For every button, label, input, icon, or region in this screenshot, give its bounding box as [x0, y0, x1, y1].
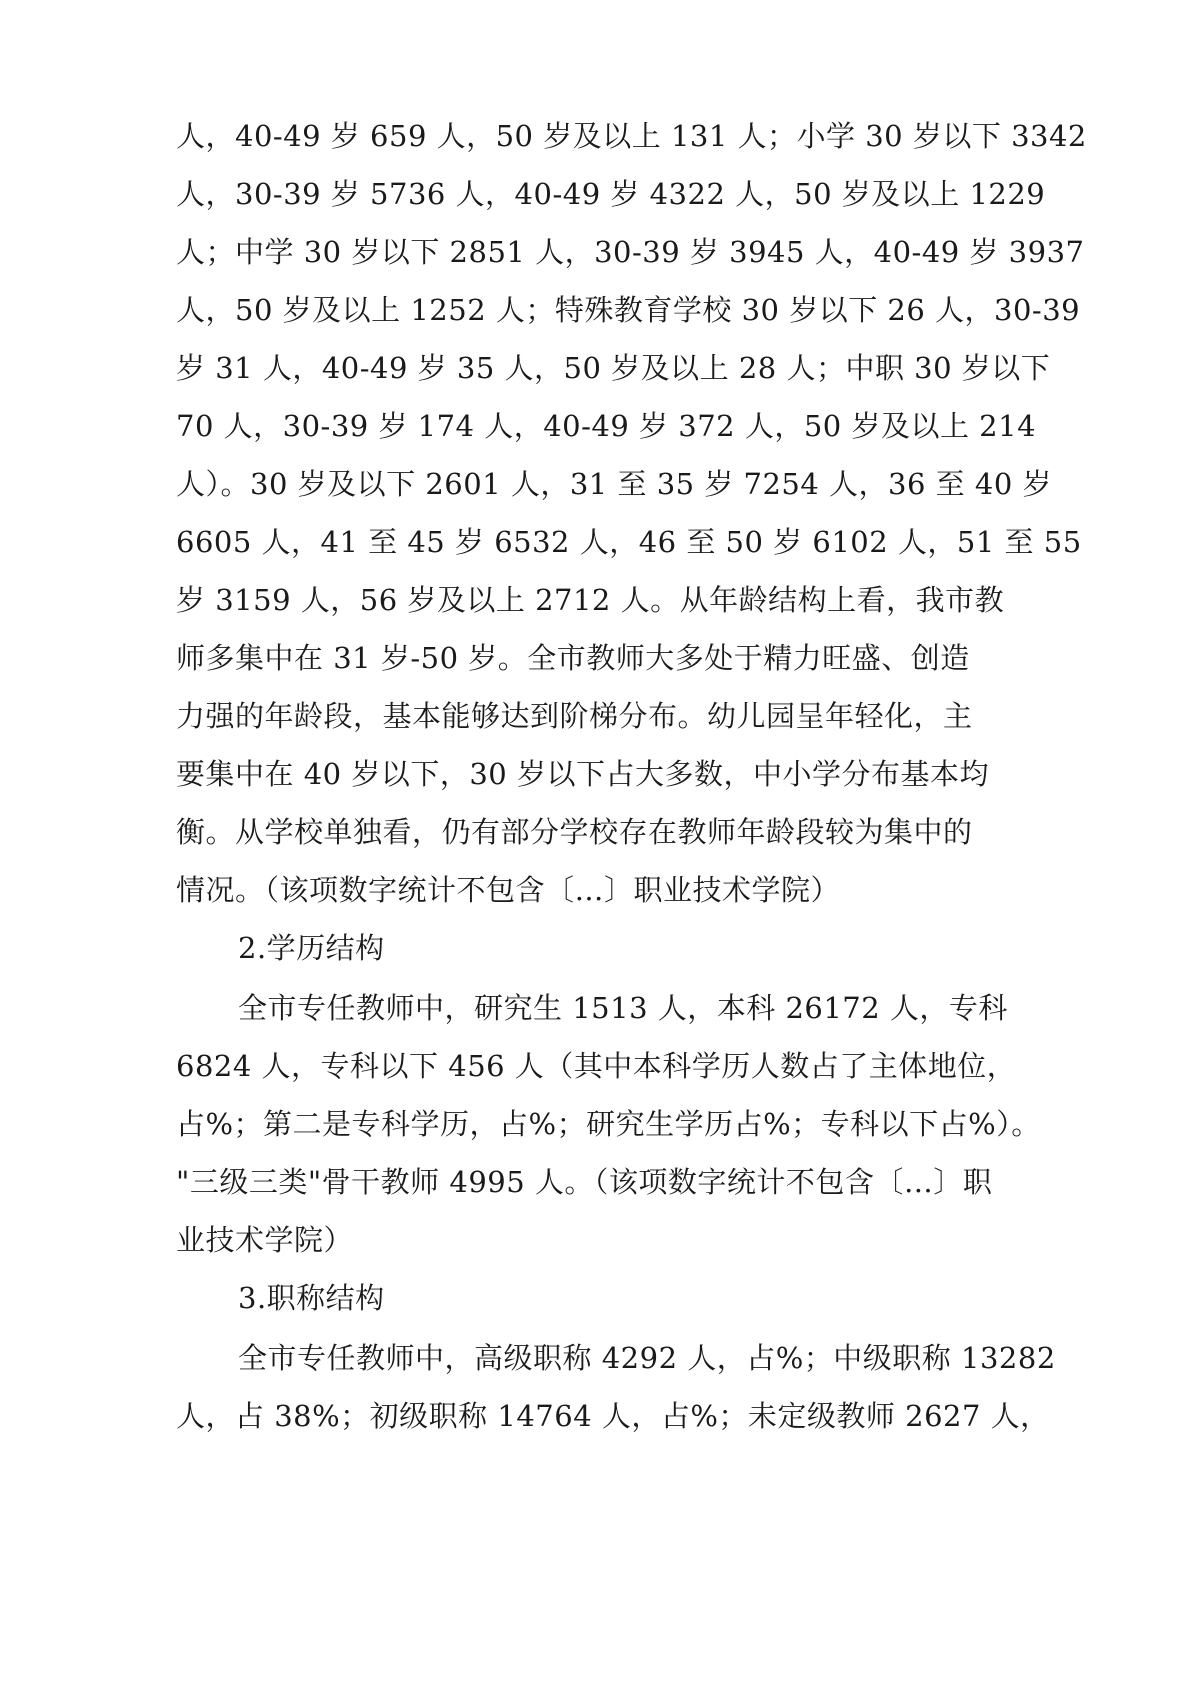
text-line-1: 人，40-49 岁 659 人，50 岁及以上 131 人；小学 30 岁以下 3342	[176, 119, 1087, 153]
text-line-22: 全市专任教师中，高级职称 4292 人，占%；中级职称 13282	[238, 1341, 1056, 1375]
text-line-20: 业技术学院）	[176, 1223, 354, 1257]
text-line-8: 6605 人，41 至 45 岁 6532 人，46 至 50 岁 6102 人，51 至 55	[176, 525, 1082, 559]
text-line-11: 力强的年龄段，基本能够达到阶梯分布。幼儿园呈年轻化，主	[176, 699, 973, 733]
section-heading-title: 3.职称结构	[238, 1281, 385, 1315]
text-line-16: 全市专任教师中，研究生 1513 人，本科 26172 人，专科	[238, 991, 1008, 1025]
text-line-5: 岁 31 人，40-49 岁 35 人，50 岁及以上 28 人；中职 30 岁以下	[176, 351, 1051, 385]
text-line-6: 70 人，30-39 岁 174 人，40-49 岁 372 人，50 岁及以上 214	[176, 409, 1037, 443]
text-line-17: 6824 人，专科以下 456 人（其中本科学历人数占了主体地位，	[176, 1049, 1017, 1083]
text-line-14: 情况。（该项数字统计不包含〔…〕职业技术学院）	[176, 873, 841, 907]
text-line-23: 人，占 38%；初级职称 14764 人，占%；未定级教师 2627 人，	[176, 1399, 1050, 1433]
text-line-4: 人，50 岁及以上 1252 人；特殊教育学校 30 岁以下 26 人，30-39	[176, 293, 1081, 327]
text-line-9: 岁 3159 人，56 岁及以上 2712 人。从年龄结构上看，我市教	[176, 583, 1005, 617]
text-line-7: 人）。30 岁及以下 2601 人，31 至 35 岁 7254 人，36 至 40 岁	[176, 467, 1053, 501]
text-line-12: 要集中在 40 岁以下，30 岁以下占大多数，中小学分布基本均	[176, 757, 989, 791]
text-line-19: "三级三类"骨干教师 4995 人。（该项数字统计不包含〔…〕职	[176, 1165, 993, 1199]
text-line-2: 人，30-39 岁 5736 人，40-49 岁 4322 人，50 岁及以上 1229	[176, 177, 1046, 211]
section-heading-education: 2.学历结构	[238, 931, 385, 965]
text-line-10: 师多集中在 31 岁-50 岁。全市教师大多处于精力旺盛、创造	[176, 641, 970, 675]
text-line-13: 衡。从学校单独看，仍有部分学校存在教师年龄段较为集中的	[176, 815, 973, 849]
text-line-3: 人；中学 30 岁以下 2851 人，30-39 岁 3945 人，40-49 岁 3937	[176, 235, 1085, 269]
text-line-18: 占%；第二是专科学历，占%；研究生学历占%；专科以下占%）。	[176, 1107, 1041, 1141]
